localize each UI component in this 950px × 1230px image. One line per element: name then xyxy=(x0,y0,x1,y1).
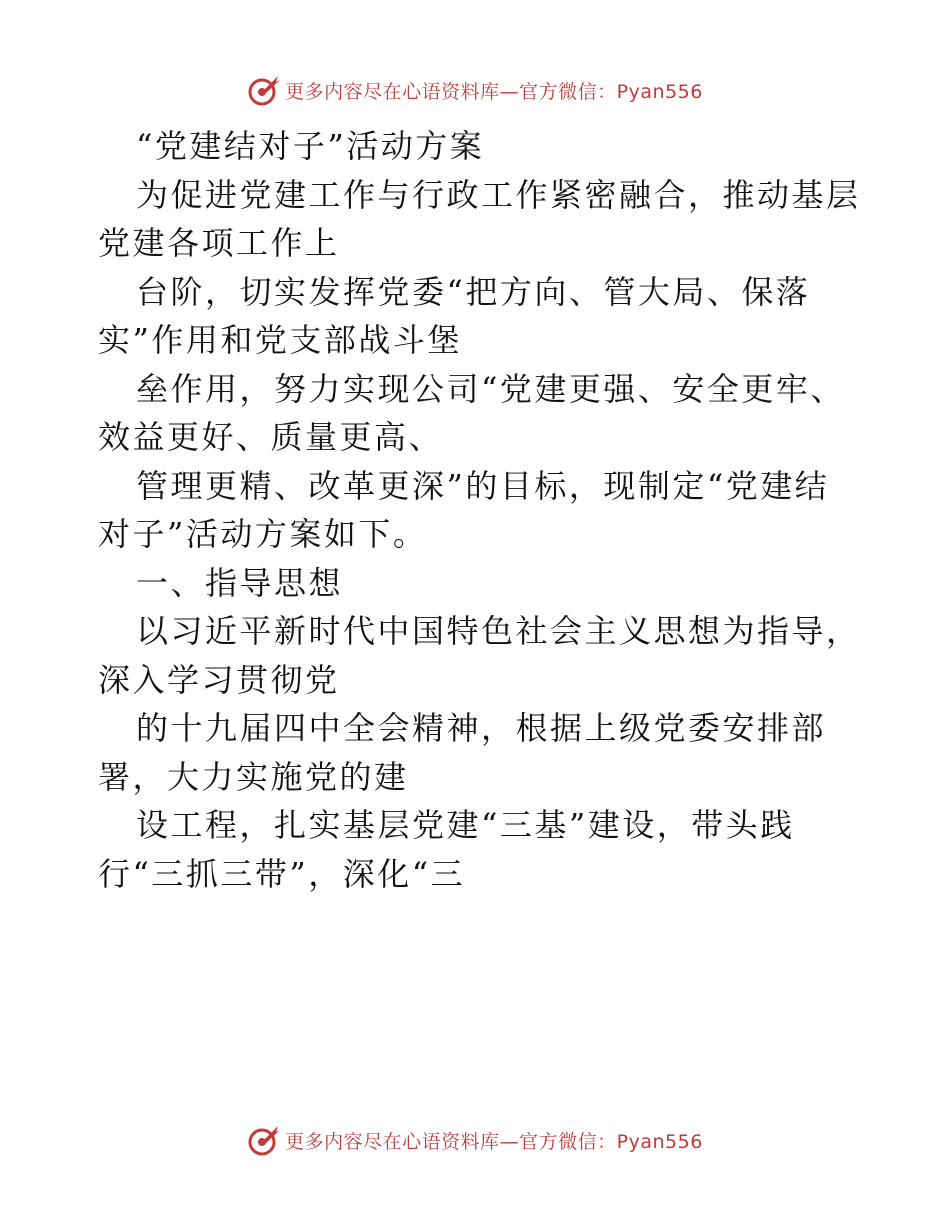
document-line: 以习近平新时代中国特色社会主义思想为指导， xyxy=(136,612,861,650)
document-body xyxy=(98,122,861,898)
banner-text: 更多内容尽在心语资料库—官方微信：Pyan556 xyxy=(285,1130,703,1153)
document-line: 一、指导思想 xyxy=(136,563,344,602)
document-line: 设工程，扎实基层党建“三基”建设，带头践 xyxy=(136,806,795,844)
document-line: 垒作用，努力实现公司“党建更强、安全更牢、 xyxy=(136,369,845,408)
quill-circle-icon xyxy=(247,1123,281,1157)
document-line: 为促进党建工作与行政工作紧密融合，推动基层 xyxy=(136,175,861,214)
footer-banner xyxy=(0,1120,950,1160)
document-line: 实”作用和党支部战斗堡 xyxy=(98,321,462,359)
document-line: 台阶，切实发挥党委“把方向、管大局、保落 xyxy=(136,272,811,311)
document-line: 深入学习贯彻党 xyxy=(98,660,340,699)
document-line: 管理更精、改革更深”的目标，现制定“党建结 xyxy=(136,466,830,505)
document-line: 行“三抓三带”，深化“三 xyxy=(98,854,466,893)
document-line: 署，大力实施党的建 xyxy=(98,757,409,796)
document-line: 党建各项工作上 xyxy=(98,224,340,262)
document-line: 效益更好、质量更高、 xyxy=(98,418,444,456)
banner-text: 更多内容尽在心语资料库—官方微信：Pyan556 xyxy=(285,80,703,103)
header-banner xyxy=(0,70,950,110)
document-line: “党建结对子”活动方案 xyxy=(136,127,485,165)
quill-circle-icon xyxy=(247,73,281,107)
document-line: 对子”活动方案如下。 xyxy=(98,515,428,553)
document-line: 的十九届四中全会精神，根据上级党委安排部 xyxy=(136,709,827,747)
